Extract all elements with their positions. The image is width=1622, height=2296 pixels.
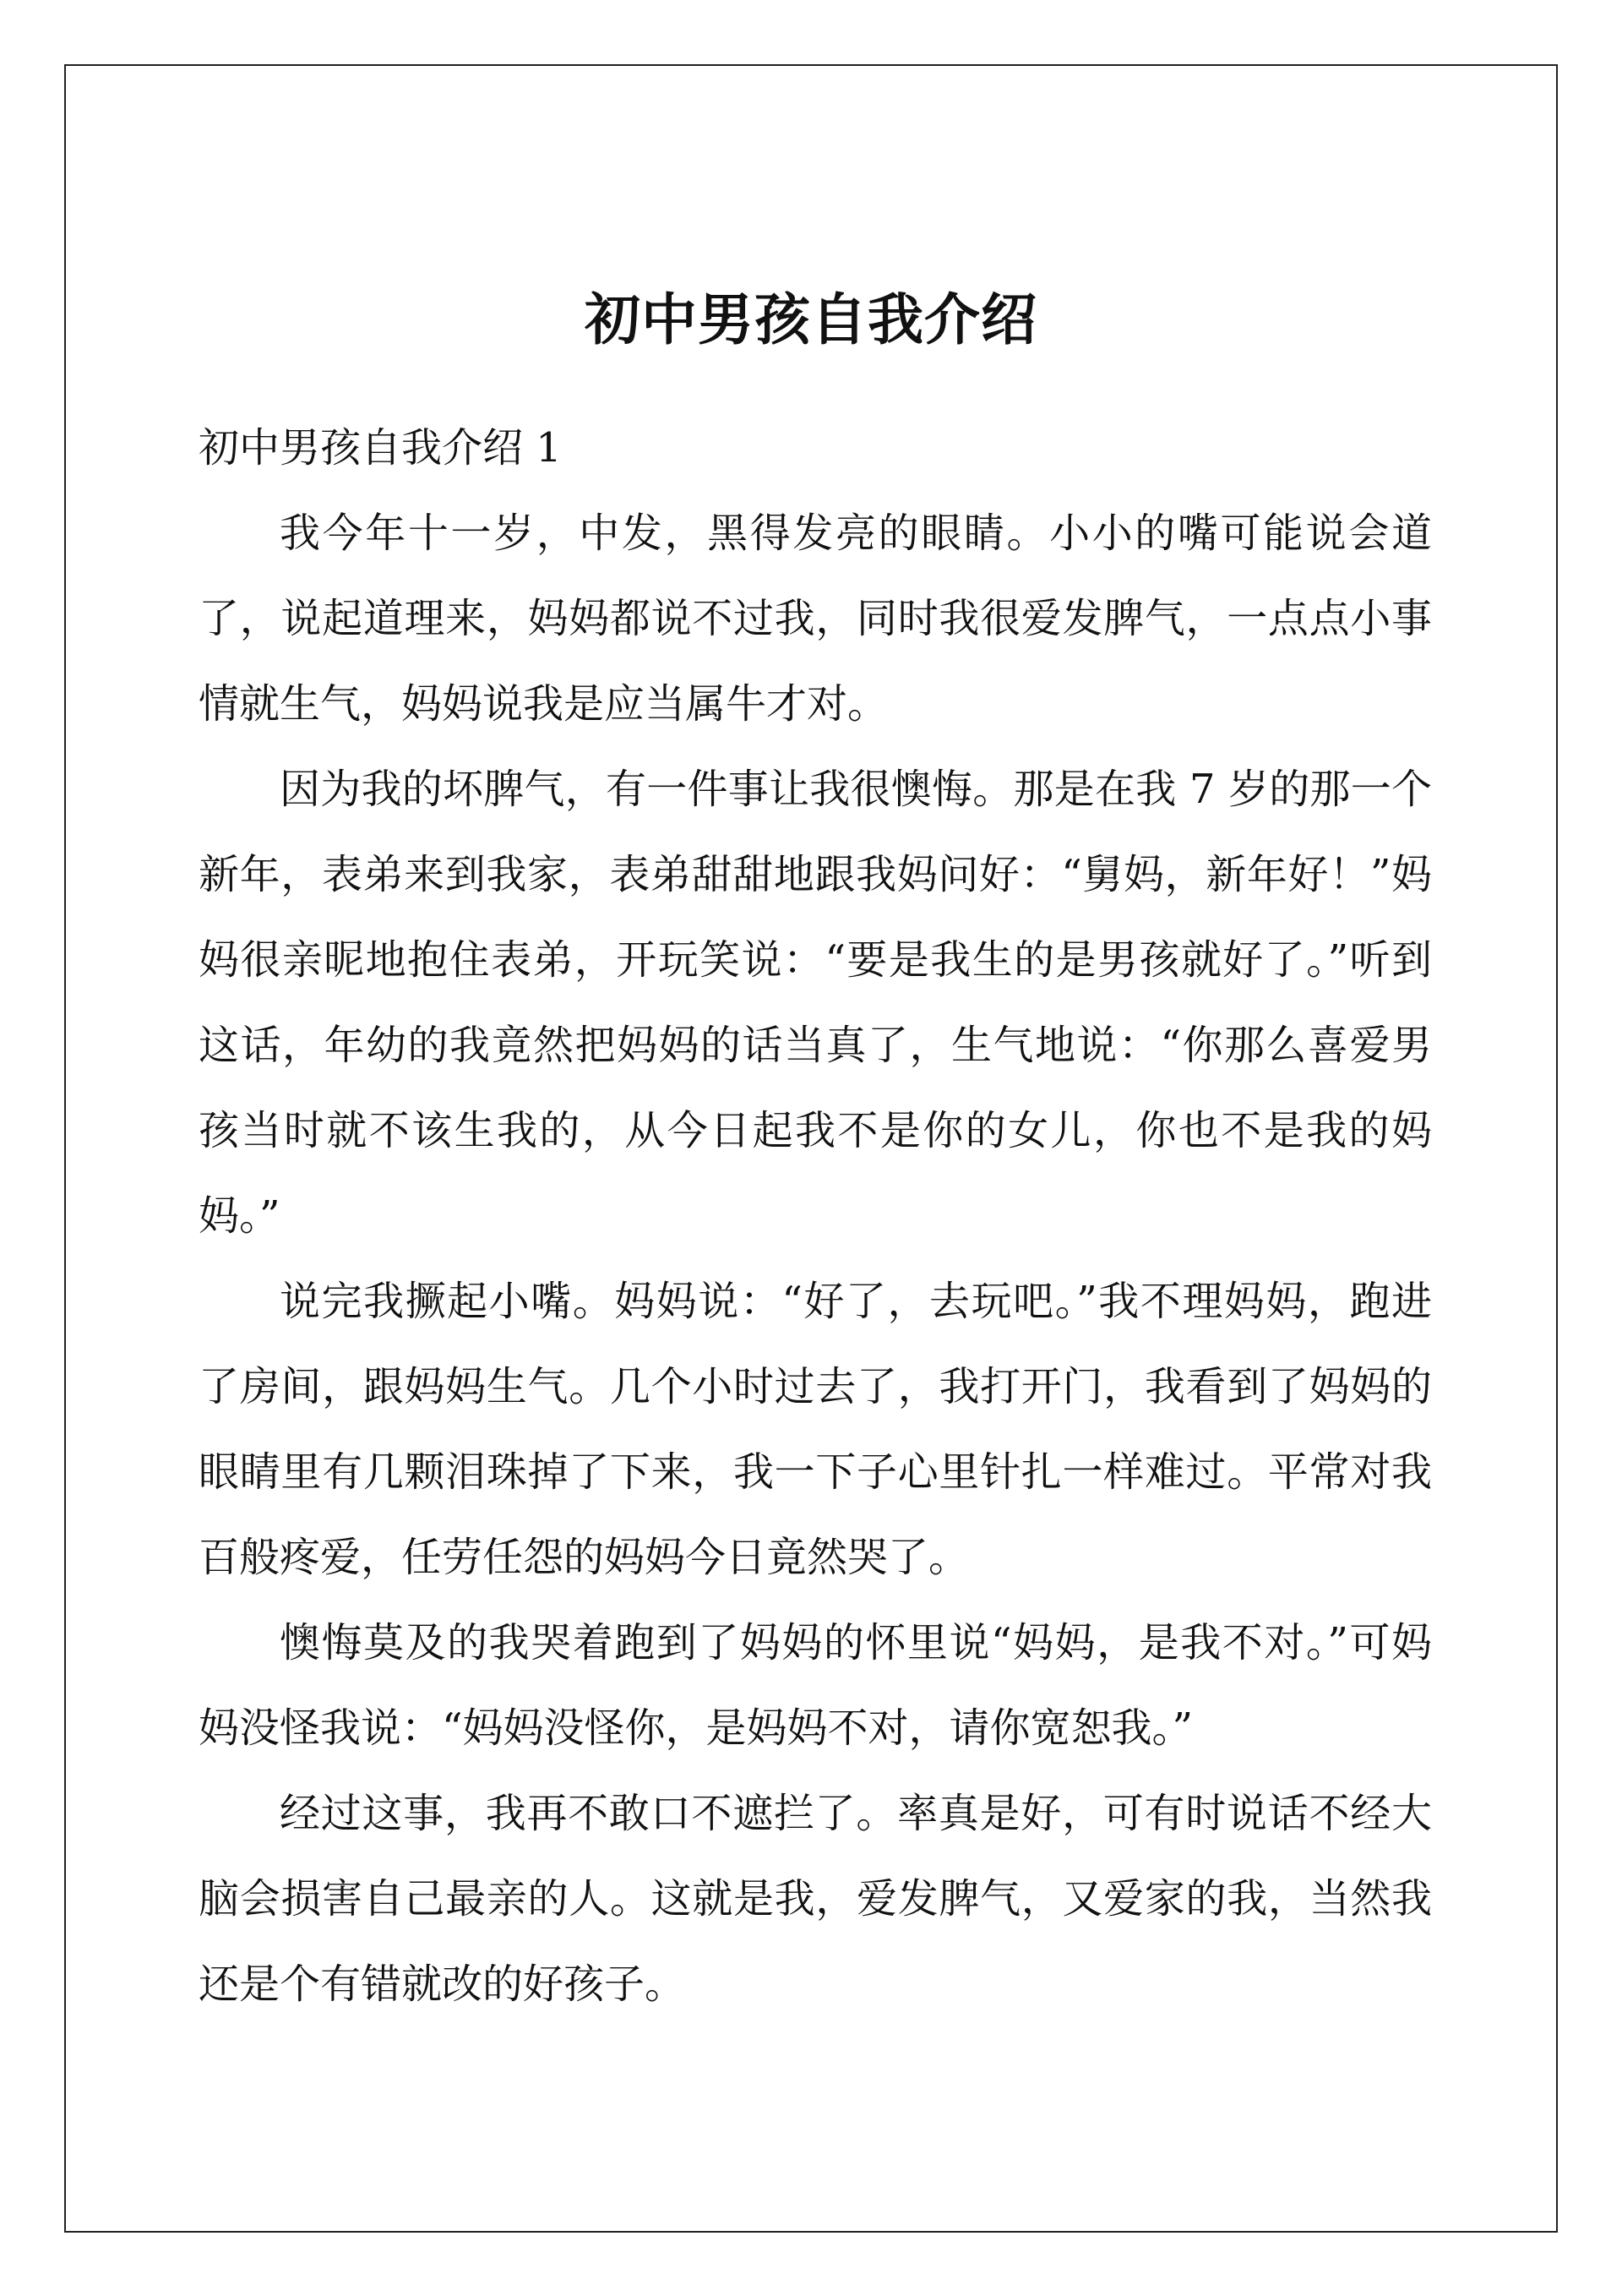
- section-heading: 初中男孩自我介绍 1: [199, 424, 562, 472]
- paragraph: 因为我的坏脾气，有一件事让我很懊悔。那是在我 7 岁的那一个新年，表弟来到我家，表弟甜甜地跟我妈问好：“舅妈，新年好！”妈妈很亲昵地抱住表弟，开玩笑说：“要是我生的是男孩就好了。”听到这话，年幼的我竟然把妈妈的话当真了，生气地说：“你那么喜爱男孩当时就不该生我的，从今日起我不是你的女儿，你也不是我的妈妈。”: [199, 766, 1432, 1240]
- document-body: [199, 406, 1432, 2027]
- paragraph: 懊悔莫及的我哭着跑到了妈妈的怀里说“妈妈，是我不对。”可妈妈没怪我说：“妈妈没怪你，是妈妈不对，请你宽恕我。”: [199, 1619, 1432, 1752]
- paragraph: 说完我撅起小嘴。妈妈说：“好了，去玩吧。”我不理妈妈，跑进了房间，跟妈妈生气。几个小时过去了，我打开门，我看到了妈妈的眼睛里有几颗泪珠掉了下来，我一下子心里针扎一样难过。平常对我百般疼爱，任劳任怨的妈妈今日竟然哭了。: [199, 1278, 1432, 1581]
- paragraph: 我今年十一岁，中发，黑得发亮的眼睛。小小的嘴可能说会道了，说起道理来，妈妈都说不过我，同时我很爱发脾气，一点点小事情就生气，妈妈说我是应当属牛才对。: [199, 510, 1432, 728]
- document-title: 初中男孩自我介绍: [585, 286, 1037, 353]
- paragraph: 经过这事，我再不敢口不遮拦了。率真是好，可有时说话不经大脑会损害自己最亲的人。这就是我，爱发脾气，又爱家的我，当然我还是个有错就改的好孩子。: [199, 1790, 1432, 2008]
